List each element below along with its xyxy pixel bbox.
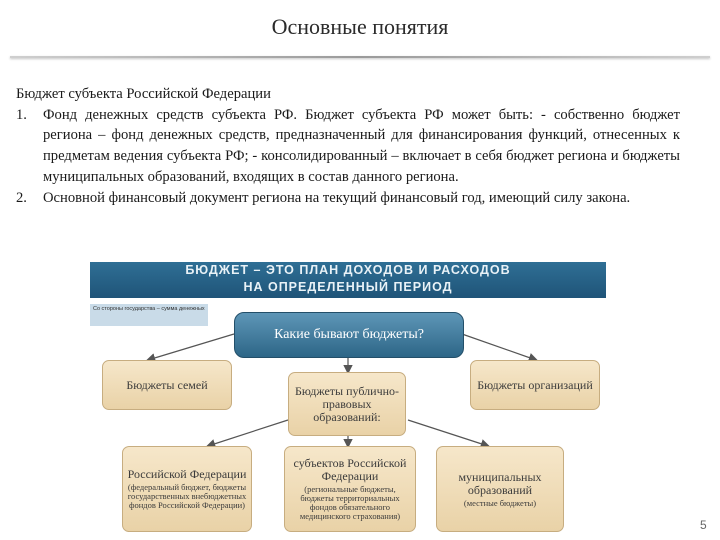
regional-budget-label: субъектов Российской Федерации	[293, 456, 407, 483]
municipal-budget-label: муниципальных образований	[458, 469, 542, 497]
connector-municipal	[408, 420, 488, 446]
municipal-budget-note: (местные бюджеты)	[463, 497, 537, 508]
banner-line-2: НА ОПРЕДЕЛЕННЫЙ ПЕРИОД	[243, 280, 453, 294]
list-item	[16, 105, 680, 188]
slide-title: Основные понятия	[271, 14, 449, 39]
org-budgets-label: Бюджеты организаций	[477, 377, 593, 392]
budget-types-diagram	[88, 260, 608, 538]
list-item-number: 2.	[16, 189, 27, 206]
regional-budget-box	[284, 446, 416, 532]
list-item-text: Фонд денежных средств субъекта РФ. Бюджет субъекта РФ может быть: - собственно бюджет региона – фонд денежных средств, предназначенный для финансирования функций, отнесенных к предметам ведения субъекта РФ; - консолидированный – включает в себя бюджет региона и бюджеты муниципальных образований, входящих в состав данного региона.	[43, 106, 680, 185]
title-divider	[10, 56, 710, 58]
federal-budget-box	[122, 446, 252, 532]
list-item-text: Основной финансовый документ региона на текущий финансовый год, имеющий силу закона.	[43, 189, 631, 206]
question-box: Какие бывают бюджеты?	[234, 312, 464, 358]
federal-budget-note: (федеральный бюджет, бюджеты государственных внебюджетных фондов Российской Федерации)	[127, 482, 247, 510]
public-budgets-box	[288, 372, 406, 436]
body-heading: Бюджет субъекта Российской Федерации	[16, 86, 271, 102]
list-item-number: 1.	[16, 106, 27, 123]
connector-family	[148, 334, 234, 360]
regional-budget-note: (региональные бюджеты, бюджеты территориальных фондов обязательного медицинского страхования)	[299, 484, 401, 521]
federal-budget-label: Российской Федерации	[127, 467, 247, 481]
body-text	[16, 84, 680, 208]
diagram-banner	[90, 262, 606, 298]
connector-federal	[208, 420, 288, 446]
banner-line-1: БЮДЖЕТ – ЭТО ПЛАН ДОХОДОВ И РАСХОДОВ	[185, 263, 511, 277]
page-number: 5	[700, 518, 707, 532]
definition-list	[16, 105, 680, 209]
connector-org	[462, 334, 536, 360]
family-budgets-box	[102, 360, 232, 410]
municipal-budget-box	[436, 446, 564, 532]
family-budgets-label: Бюджеты семей	[126, 377, 208, 392]
public-budgets-label: Бюджеты публично-правовых образований:	[294, 383, 400, 424]
side-note: Со стороны государства – сумма денежных	[90, 304, 208, 326]
org-budgets-box	[470, 360, 600, 410]
list-item	[16, 188, 680, 209]
